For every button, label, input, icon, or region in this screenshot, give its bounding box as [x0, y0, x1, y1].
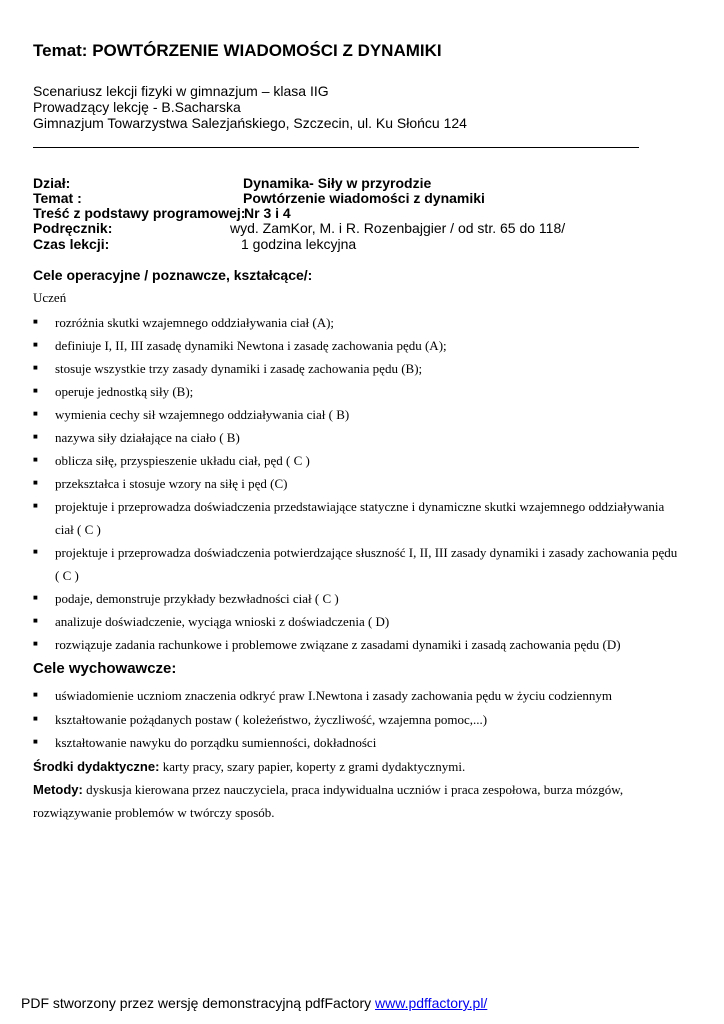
methods-paragraph	[33, 778, 683, 824]
square-bullet-icon: ■	[33, 432, 38, 441]
square-bullet-icon: ■	[33, 386, 38, 395]
header-line-scenario: Scenariusz lekcji fizyki w gimnazjum – klasa IIG	[33, 83, 329, 99]
meta-label-department: Dział:	[33, 175, 71, 191]
section-heading-educational: Cele wychowawcze:	[33, 660, 177, 677]
page-title: Temat: POWTÓRZENIE WIADOMOŚCI Z DYNAMIKI	[33, 41, 442, 60]
square-bullet-icon: ■	[33, 547, 38, 556]
meta-value-curriculum: Nr 3 i 4	[244, 205, 291, 221]
didactic-means-label: Środki dydaktyczne:	[33, 759, 160, 774]
meta-label-duration: Czas lekcji:	[33, 236, 110, 252]
footer-text: PDF stworzony przez wersję demonstracyjną pdfFactory	[21, 995, 376, 1011]
square-bullet-icon: ■	[33, 501, 38, 510]
meta-value-topic: Powtórzenie wiadomości z dynamiki	[243, 190, 485, 206]
meta-label-textbook: Podręcznik:	[33, 220, 113, 236]
square-bullet-icon: ■	[33, 737, 38, 746]
didactic-means-paragraph	[33, 755, 683, 778]
section-heading-goals: Cele operacyjne / poznawcze, kształcące/:	[33, 267, 313, 283]
meta-value-department: Dynamika- Siły w przyrodzie	[243, 175, 432, 191]
didactic-means-text: karty pracy, szary papier, koperty z grami dydaktycznymi.	[159, 759, 466, 774]
pdf-footer	[21, 995, 487, 1011]
square-bullet-icon: ■	[33, 409, 38, 418]
square-bullet-icon: ■	[33, 363, 38, 372]
square-bullet-icon: ■	[33, 616, 38, 625]
square-bullet-icon: ■	[33, 714, 38, 723]
horizontal-divider	[33, 147, 639, 148]
meta-label-topic: Temat :	[33, 190, 82, 206]
footer-link[interactable]: www.pdffactory.pl/	[375, 995, 488, 1011]
meta-value-duration: 1 godzina lekcyjna	[241, 236, 357, 252]
methods-label: Metody:	[33, 782, 83, 797]
square-bullet-icon: ■	[33, 317, 38, 326]
meta-label-curriculum: Treść z podstawy programowej:	[33, 205, 246, 221]
square-bullet-icon: ■	[33, 455, 38, 464]
square-bullet-icon: ■	[33, 690, 38, 699]
goals-intro: Uczeń	[33, 290, 67, 305]
header-line-teacher: Prowadzący lekcję - B.Sacharska	[33, 99, 241, 115]
square-bullet-icon: ■	[33, 639, 38, 648]
square-bullet-icon: ■	[33, 593, 38, 602]
meta-value-textbook: wyd. ZamKor, M. i R. Rozenbajgier / od str. 65 do 118/	[230, 220, 566, 236]
header-line-school: Gimnazjum Towarzystwa Salezjańskiego, Szczecin, ul. Ku Słońcu 124	[33, 115, 467, 131]
square-bullet-icon: ■	[33, 478, 38, 487]
square-bullet-icon: ■	[33, 340, 38, 349]
methods-text: dyskusja kierowana przez nauczyciela, praca indywidualna uczniów i praca zespołowa, burza mózgów, rozwiązywanie problemów w twórczy sposób.	[33, 782, 624, 820]
